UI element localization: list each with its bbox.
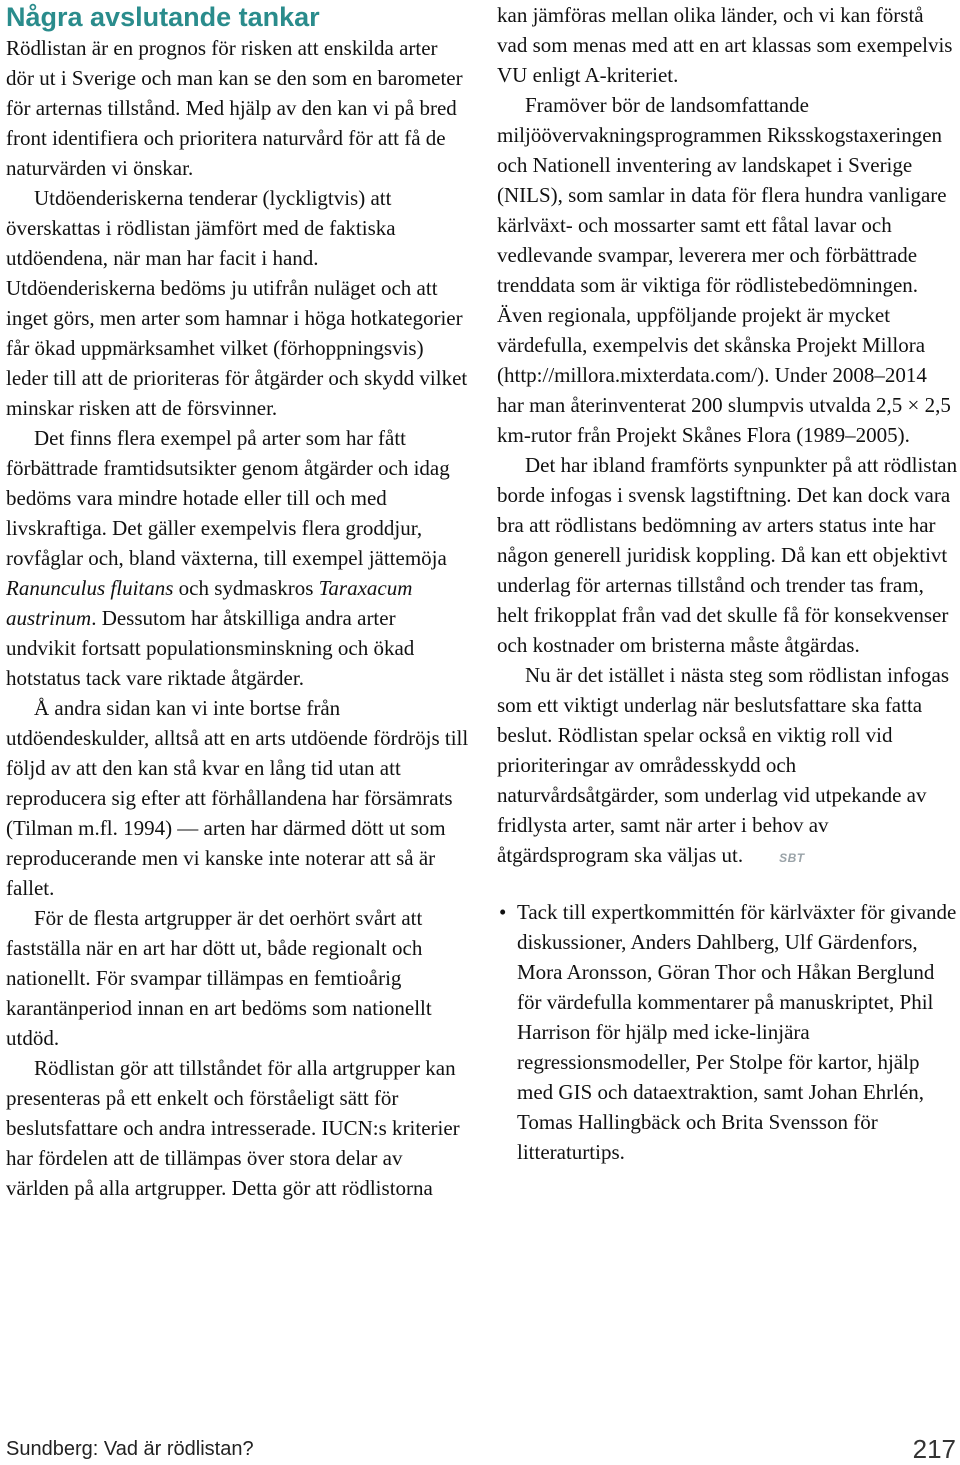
species-name-taraxacum: Taraxacum austrinum (6, 576, 413, 630)
p3-text-c: . Dessutom har åtskilliga andra arter undvikit fortsatt populationsminskning och ökad hotstatus tack vare riktade åtgärder. (6, 606, 415, 690)
running-title: Sundberg: Vad är rödlistan? (6, 1438, 254, 1460)
paragraph-right-4 (497, 660, 958, 873)
bullet-icon: • (499, 900, 507, 924)
paragraph-left-4: Å andra sidan kan vi inte bortse från utdöendeskulder, alltså att en arts utdöende fördröjs till följd av att den kan stå kvar en lång tid utan att reproducera sig efter att förhållandena har försämrats (Tilman m.fl. 1994) — arten har därmed dött ut som reproducerande men vi kanske inte noterar att så är fallet. (6, 696, 469, 900)
paragraph-left-6: Rödlistan gör att tillståndet för alla artgrupper kan presenteras på ett enkelt och förståeligt sätt för beslutsfattare och andra intresserade. IUCN:s kriterier har fördelen att de tillämpas över stora delar av världen på alla artgrupper. Detta gör att rödlistorna (6, 1056, 460, 1200)
paragraph-right-1: kan jämföras mellan olika länder, och vi kan förstå vad som menas med att en art klassas som exempelvis VU enligt A-kriteriet. (497, 3, 953, 87)
acknowledgements (497, 897, 958, 1167)
paragraph-left-5: För de flesta artgrupper är det oerhört svårt att fastställa när en art har dött ut, både regionalt och nationellt. För svampar tillämpas en femtioårig karantänperiod innan en art bedöms som nationellt utdöd. (6, 906, 432, 1050)
page-number: 217 (912, 1434, 956, 1464)
paragraph-left-2: Utdöenderiskerna tenderar (lyckligtvis) att överskattas i rödlistan jämfört med de faktiska utdöendena, när man har facit i hand. Utdöenderiskerna bedöms ju utifrån nuläget och att inget görs, men arter som hamnar i höga hotkategorier får ökad uppmärksamhet vilket (förhoppningsvis) leder till att de prioriteras för åtgärder och skydd vilket minskar risken att de försvinner. (6, 186, 468, 420)
sbt-end-mark: SBT (779, 851, 805, 865)
p3-text-a: Det finns flera exempel på arter som har fått förbättrade framtidsutsikter genom åtgärder och idag bedöms vara mindre hotade eller till och med livskraftiga. Det gäller exempelvis flera groddjur, rovfåglar och, bland växterna, till exempel jättemöja (6, 426, 450, 570)
species-name-ranunculus: Ranunculus fluitans (6, 576, 174, 600)
paragraph-right-3: Det har ibland framförts synpunkter på att rödlistan borde infogas i svensk lagstiftning. Det kan dock vara bra att rödlistans bedömning av arters status inte har någon generell juridisk koppling. Då kan ett objektivt underlag för arternas tillstånd och trender tas fram, helt frikopplat från vad det skulle få för konsekvenser och kostnader om bristerna måste åtgärdas. (497, 453, 958, 657)
left-column (6, 0, 470, 1203)
spacer (497, 873, 958, 897)
paragraph-left-3 (6, 423, 470, 693)
section-heading: Några avslutande tankar (6, 2, 320, 32)
paragraph-right-2: Framöver bör de landsomfattande miljöövervakningsprogrammen Riksskogstaxeringen och Nationell inventering av landskapet i Sverige (NILS), som samlar in data för flera hundra vanligare kärlväxt- och mossarter samt ett fåtal lavar och vedlevande svampar, leverera mer och förbättrade trenddata som är viktiga för rödlistebedömningen. Även regionala, uppföljande projekt är mycket värdefulla, exempelvis det skånska Projekt Millora (http://millora.mixterdata.com/). Under 2008–2014 har man återinventerat 200 slumpvis utvalda 2,5 × 2,5 km-rutor från Projekt Skånes Flora (1989–2005). (497, 93, 951, 447)
p4-text: Nu är det istället i nästa steg som rödlistan infogas som ett viktigt underlag när beslutsfattare ska fatta beslut. Rödlistan spelar också en viktig roll vid prioriteringar av områdesskydd och naturvårdsåtgärder, som underlag vid utpekande av fridlysta arter, samt när arter i behov av åtgärdsprogram ska väljas ut. (497, 663, 949, 867)
acknowledgements-text: Tack till expertkommittén för kärlväxter för givande diskussioner, Anders Dahlberg, Ulf Gärdenfors, Mora Aronsson, Göran Thor och Håkan Berglund för värdefulla kommentarer på manuskriptet, Phil Harrison för hjälp med icke-linjära regressionsmodeller, Per Stolpe för kartor, hjälp med GIS och dataextraktion, samt Johan Ehrlén, Tomas Hallingbäck och Brita Svensson för litteraturtips. (517, 900, 957, 1164)
paragraph-left-1: Rödlistan är en prognos för risken att enskilda arter dör ut i Sverige och man kan se den som en barometer för arternas tillstånd. Med hjälp av den kan vi på bred front identifiera och prioritera naturvård för att få de naturvärden vi önskar. (6, 36, 463, 180)
page-footer (6, 1432, 956, 1462)
right-column (497, 0, 958, 1167)
p3-text-b: och sydmaskros (173, 576, 319, 600)
